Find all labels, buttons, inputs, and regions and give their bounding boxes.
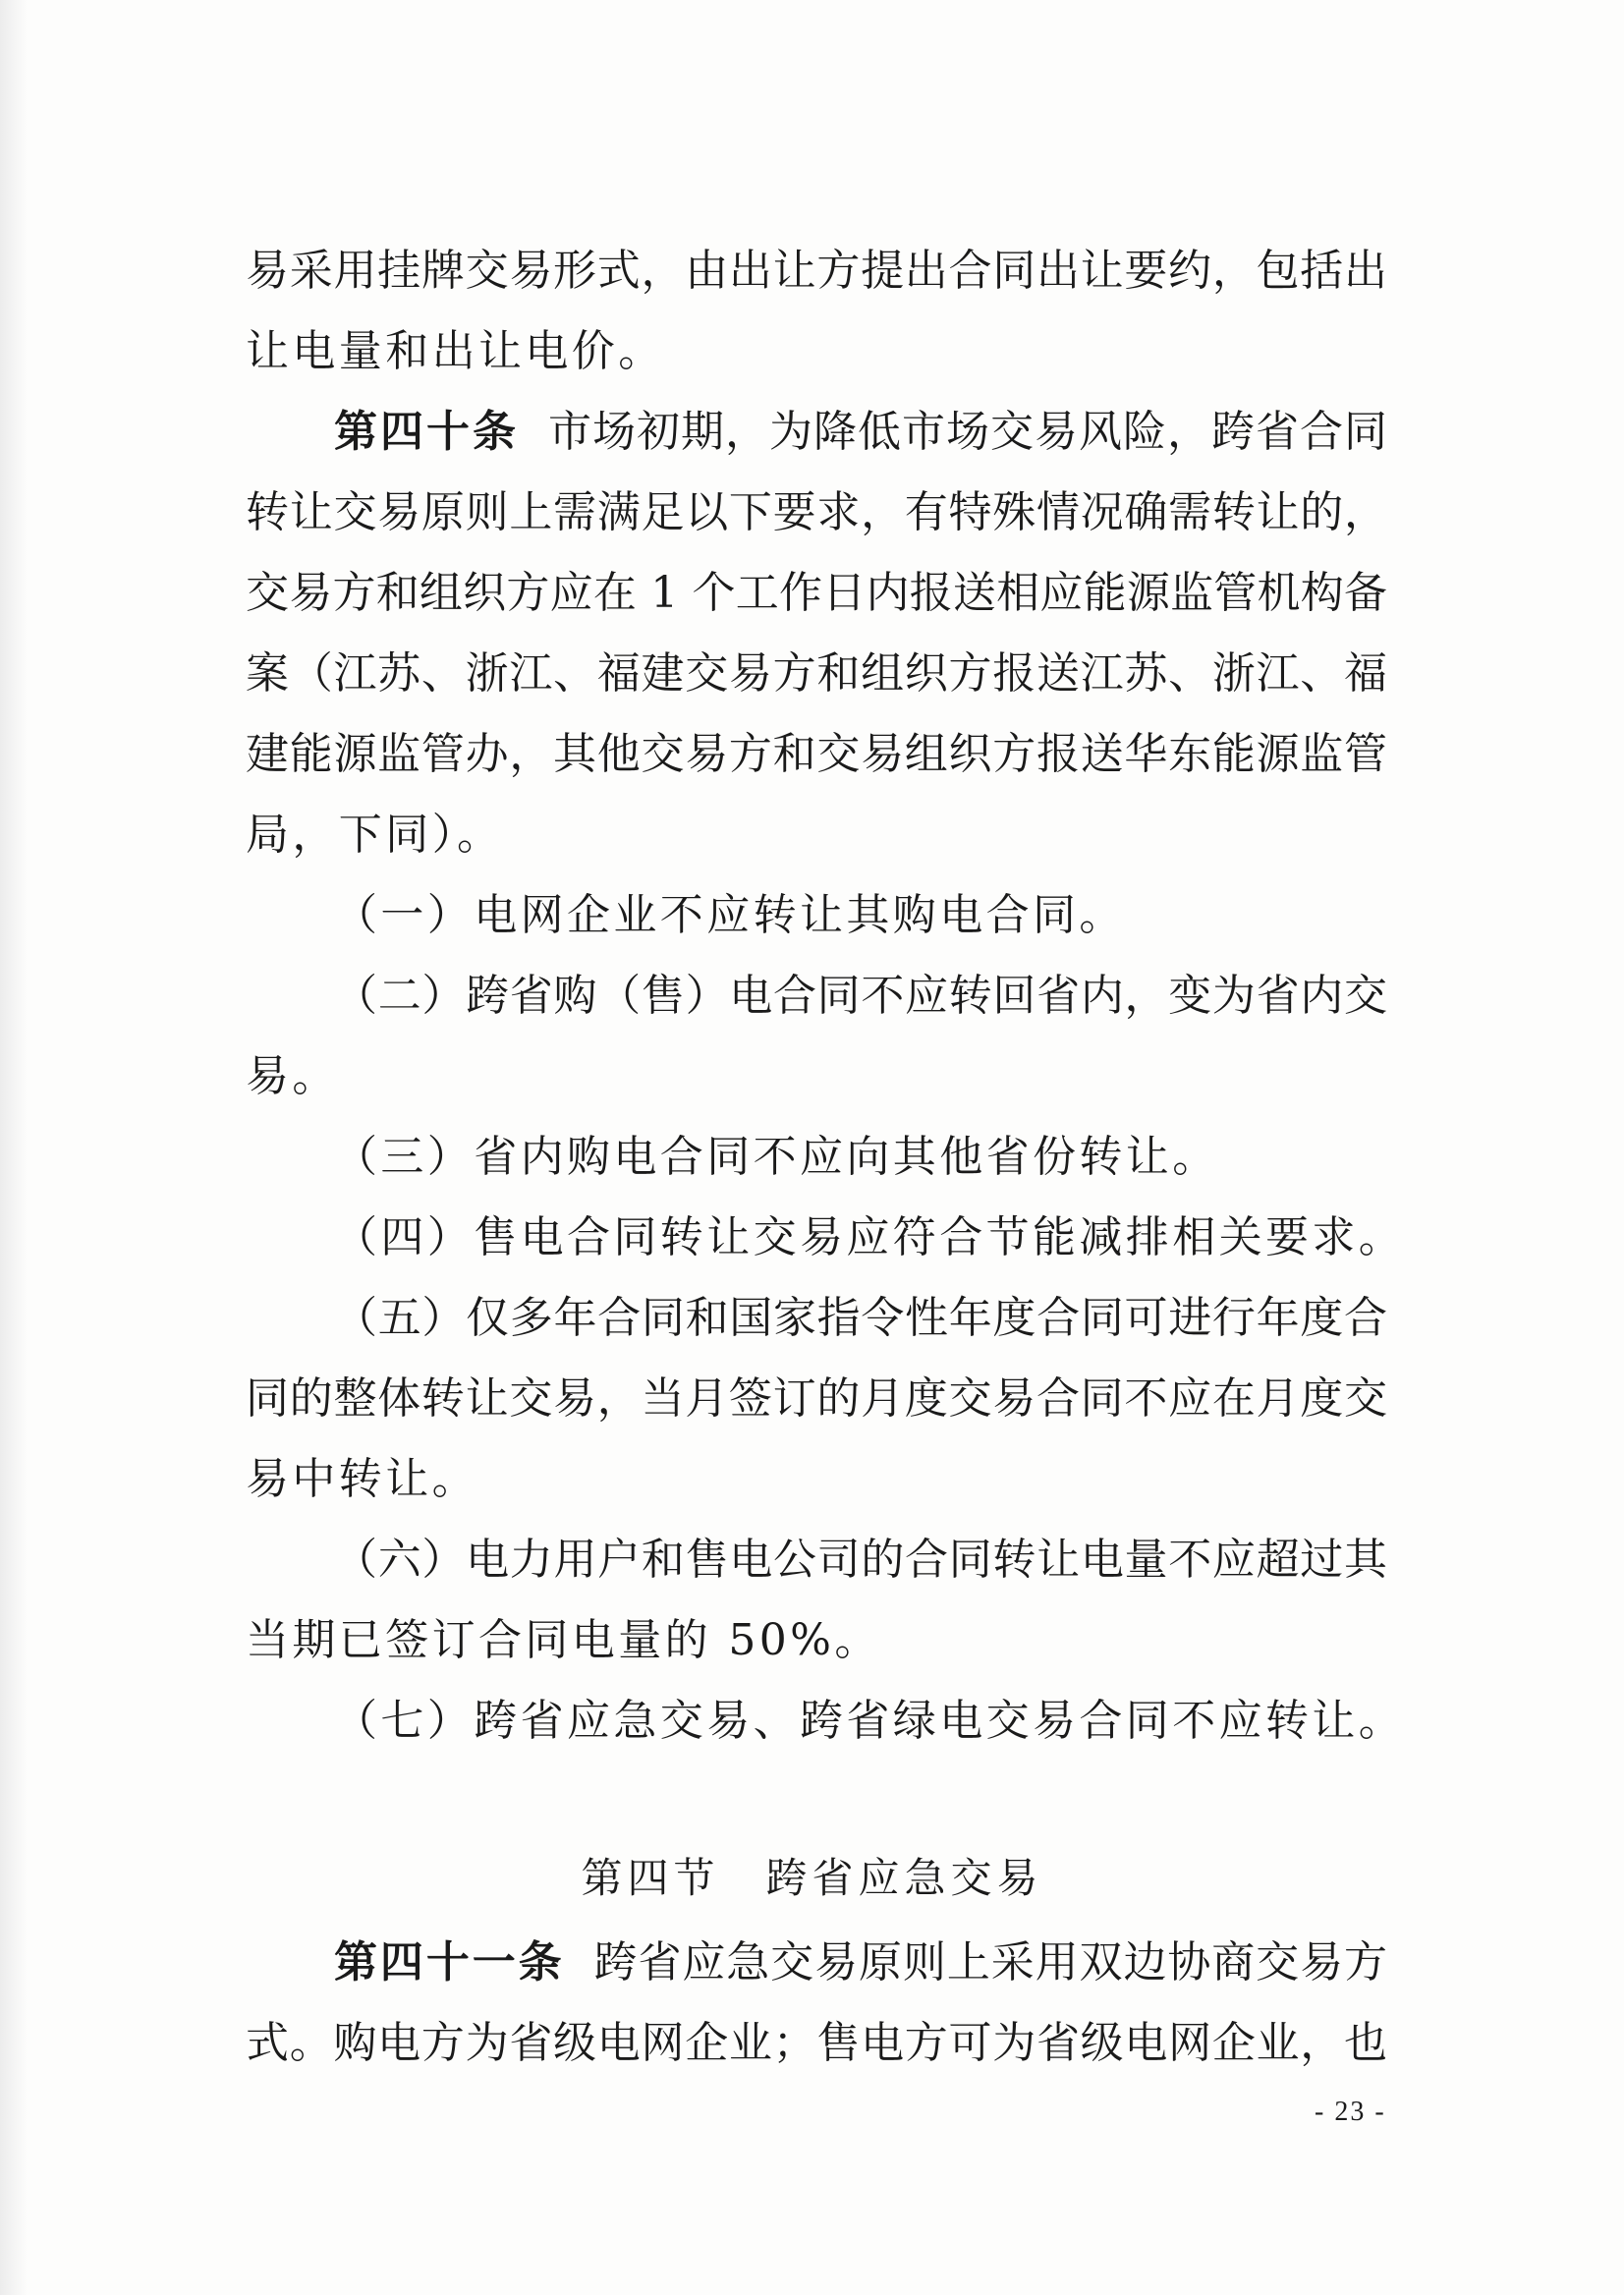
text-line: 局，下同）。 — [246, 810, 504, 860]
article-41-heading: 第四十一条 — [334, 1937, 565, 1987]
list-item-6: （六）电力用户和售电公司的合同转让电量不应超过其 — [334, 1535, 1387, 1585]
text-line: 案（江苏、浙江、福建交易方和组织方报送江苏、浙江、福 — [246, 648, 1387, 699]
text-line: 易中转让。 — [246, 1454, 478, 1504]
text-line: 转让交易原则上需满足以下要求，有特殊情况确需转让的， — [246, 487, 1387, 537]
article-40-line-1 — [334, 403, 1387, 462]
article-40-text: 市场初期，为降低市场交易风险，跨省合同 — [548, 407, 1387, 457]
text-line: 易。 — [246, 1051, 339, 1101]
article-40-heading: 第四十条 — [334, 407, 519, 457]
text-line: 交易方和组织方应在 1 个工作日内报送相应能源监管机构备 — [246, 568, 1387, 618]
list-item-7: （七）跨省应急交易、跨省绿电交易合同不应转让。 — [334, 1696, 1406, 1746]
list-item-4: （四）售电合同转让交易应符合节能减排相关要求。 — [334, 1212, 1406, 1262]
list-item-1: （一）电网企业不应转让其购电合同。 — [334, 890, 1126, 940]
article-41-line-1 — [334, 1933, 1387, 1992]
text-line: 式。购电方为省级电网企业；售电方可为省级电网企业，也 — [246, 2018, 1387, 2068]
text-line: 当期已签订合同电量的 50%。 — [246, 1615, 881, 1665]
article-41-text: 跨省应急交易原则上采用双边协商交易方 — [593, 1937, 1387, 1987]
list-item-2: （二）跨省购（售）电合同不应转回省内，变为省内交 — [334, 971, 1387, 1021]
list-item-3: （三）省内购电合同不应向其他省份转让。 — [334, 1132, 1219, 1182]
text-line: 易采用挂牌交易形式，由出让方提出合同出让要约，包括出 — [246, 246, 1387, 296]
section-heading: 第四节 跨省应急交易 — [581, 1854, 1043, 1902]
text-line: 同的整体转让交易，当月签订的月度交易合同不应在月度交 — [246, 1373, 1387, 1424]
scan-shadow-edge — [0, 0, 28, 2295]
page-number: - 23 - — [1315, 2097, 1386, 2127]
list-item-5: （五）仅多年合同和国家指令性年度合同可进行年度合 — [334, 1293, 1387, 1343]
text-line: 建能源监管办，其他交易方和交易组织方报送华东能源监管 — [246, 729, 1387, 779]
text-line: 让电量和出让电价。 — [246, 326, 665, 376]
